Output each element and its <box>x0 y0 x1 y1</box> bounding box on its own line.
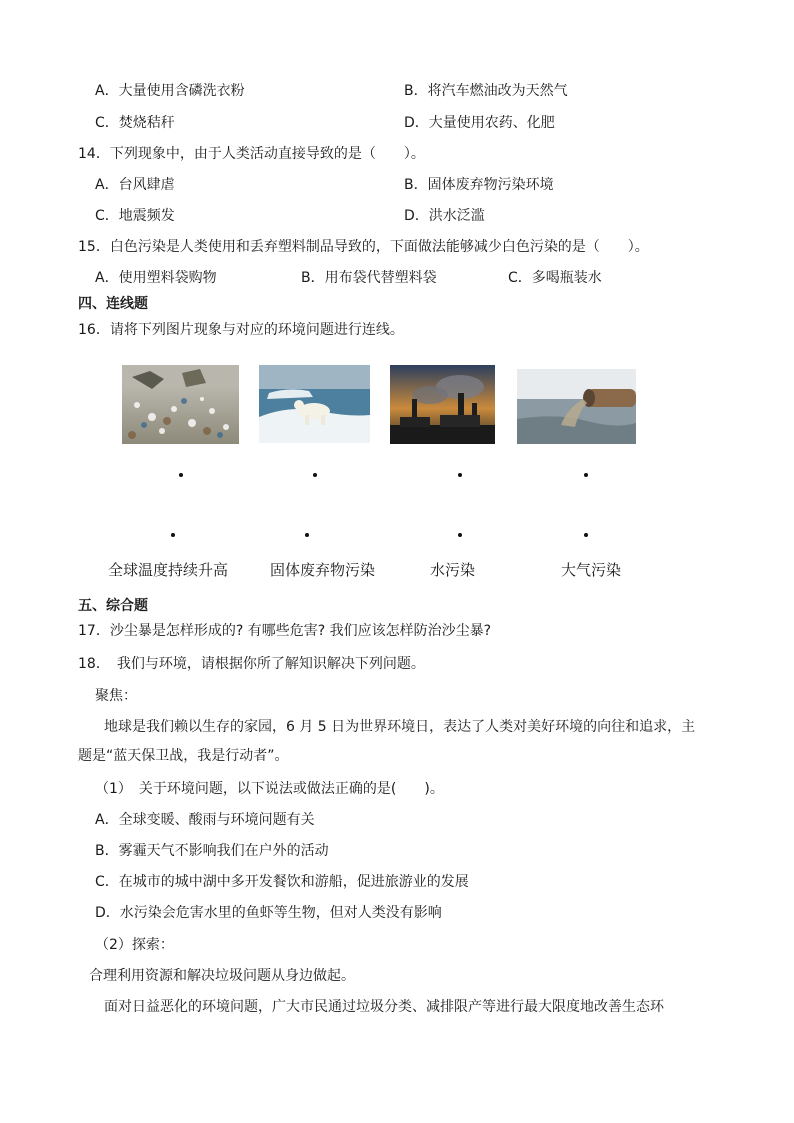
match-label-2: 固体废弃物污染 <box>270 561 376 579</box>
section-title-comprehensive: 五、综合题 <box>78 598 148 614</box>
match-dot-image-4[interactable] <box>584 473 588 477</box>
q13-option-b: B．将汽车燃油改为天然气 <box>404 83 568 99</box>
match-label-4: 大气污染 <box>561 561 622 579</box>
q17-stem: 17．沙尘暴是怎样形成的? 有哪些危害? 我们应该怎样防治沙尘暴? <box>78 623 492 639</box>
focus-label: 聚焦： <box>95 688 137 704</box>
match-dot-image-2[interactable] <box>313 473 317 477</box>
match-label-3: 水污染 <box>430 561 476 579</box>
polar-bear-image <box>259 365 370 443</box>
q14-option-a: A．台风肆虐 <box>95 177 175 193</box>
q13-option-a: A．大量使用含磷洗衣粉 <box>95 83 245 99</box>
sewage-pipe-image <box>517 369 636 444</box>
q15-option-c: C．多喝瓶装水 <box>508 270 602 286</box>
sub1-option-b: B．雾霾天气不影响我们在户外的活动 <box>95 843 329 859</box>
paragraph-3: 面对日益恶化的环境问题，广大市民通过垃圾分类、减排限产等进行最大限度地改善生态环 <box>104 999 664 1015</box>
sub1-option-d: D．水污染会危害水里的鱼虾等生物，但对人类没有影响 <box>95 905 442 921</box>
q13-option-c: C．焚烧秸秆 <box>95 115 175 131</box>
q18-stem: 18． 我们与环境，请根据你所了解知识解决下列问题。 <box>78 656 425 672</box>
match-dot-label-1[interactable] <box>171 533 175 537</box>
q14-option-c: C．地震频发 <box>95 208 175 224</box>
match-dot-label-3[interactable] <box>458 533 462 537</box>
q14-stem: 14．下列现象中，由于人类活动直接导致的是（ ）。 <box>78 146 425 162</box>
sub-question-2: （2）探索： <box>95 937 174 953</box>
sub-question-1: （1） 关于环境问题，以下说法或做法正确的是( )。 <box>95 781 444 797</box>
q16-stem: 16．请将下列图片现象与对应的环境问题进行连线。 <box>78 322 404 338</box>
q15-option-a: A．使用塑料袋购物 <box>95 270 217 286</box>
match-dot-label-4[interactable] <box>584 533 588 537</box>
sub1-option-c: C．在城市的城中湖中多开发餐饮和游船，促进旅游业的发展 <box>95 874 469 890</box>
paragraph-2: 合理利用资源和解决垃圾问题从身边做起。 <box>89 968 355 984</box>
factory-smoke-image <box>390 365 495 444</box>
paragraph-1-line-1: 地球是我们赖以生存的家园，6 月 5 日为世界环境日，表达了人类对美好环境的向往和追求，主 <box>104 719 696 735</box>
q15-stem: 15．白色污染是人类使用和丢弃塑料制品导致的，下面做法能够减少白色污染的是（ ）。 <box>78 239 649 255</box>
sub1-option-a: A．全球变暖、酸雨与环境问题有关 <box>95 812 315 828</box>
q13-option-d: D．大量使用农药、化肥 <box>404 115 555 131</box>
section-title-matching: 四、连线题 <box>78 296 148 312</box>
q14-option-d: D．洪水泛滥 <box>404 208 485 224</box>
match-dot-image-1[interactable] <box>179 473 183 477</box>
match-dot-image-3[interactable] <box>458 473 462 477</box>
q14-option-b: B．固体废弃物污染环境 <box>404 177 554 193</box>
match-label-1: 全球温度持续升高 <box>108 561 229 579</box>
garbage-landfill-image <box>122 365 239 444</box>
match-dot-label-2[interactable] <box>305 533 309 537</box>
q15-option-b: B．用布袋代替塑料袋 <box>301 270 437 286</box>
paragraph-1-line-2: 题是“蓝天保卫战，我是行动者”。 <box>78 748 289 764</box>
